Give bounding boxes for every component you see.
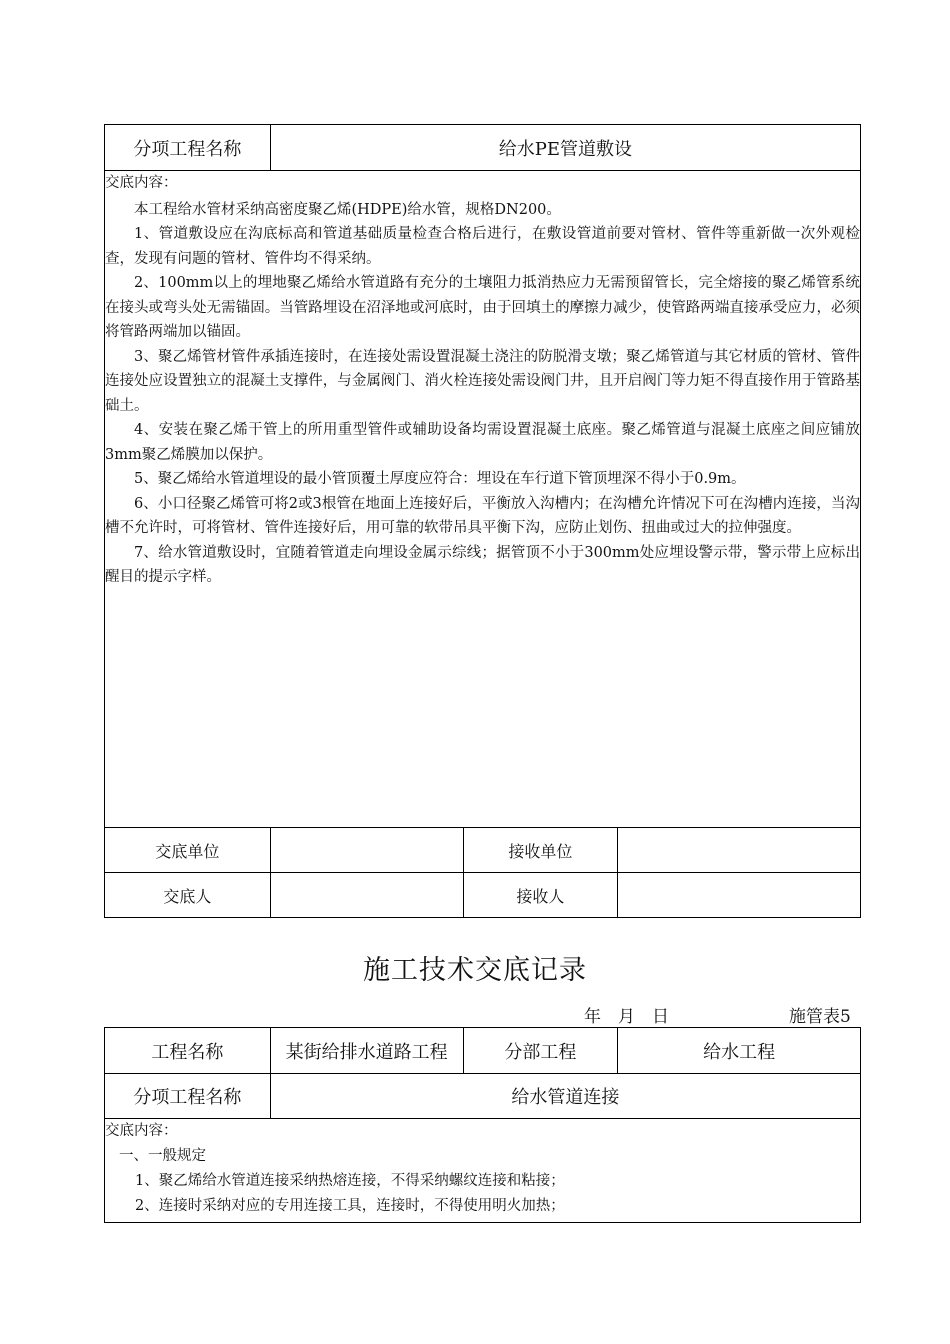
content-line: 2、连接时采纳对应的专用连接工具，连接时，不得使用明火加热； xyxy=(135,1198,565,1214)
handover-unit-value[interactable] xyxy=(270,828,463,873)
content-label: 交底内容： xyxy=(105,1123,178,1139)
receiver-value[interactable] xyxy=(618,873,861,918)
content-paragraph: 4、安装在聚乙烯干管上的所用重型管件或辅助设备均需设置混凝土底座。聚乙烯管道与混凝土底座之间应铺放3mm聚乙烯膜加以保护。 xyxy=(105,422,860,463)
project-value: 某街给排水道路工程 xyxy=(270,1028,463,1074)
date-label: 年 月 日 xyxy=(584,1007,669,1027)
subproject-label: 分项工程名称 xyxy=(105,125,271,171)
handover-content xyxy=(105,171,861,828)
page-title: 施工技术交底记录 xyxy=(363,955,587,986)
content-line: 一、一般规定 xyxy=(119,1148,206,1164)
handover-person-label: 交底人 xyxy=(105,873,271,918)
handover-content xyxy=(105,1119,861,1223)
receiver-label: 接收人 xyxy=(463,873,618,918)
division-label: 分部工程 xyxy=(463,1028,618,1074)
content-paragraph: 1、管道敷设应在沟底标高和管道基础质量检查合格后进行，在敷设管道前要对管材、管件等重新做一次外观检查，发现有问题的管材、管件均不得采纳。 xyxy=(105,226,860,267)
content-line: 1、聚乙烯给水管道连接采纳热熔连接，不得采纳螺纹连接和粘接； xyxy=(135,1173,565,1189)
receive-unit-label: 接收单位 xyxy=(463,828,618,873)
content-paragraph: 3、聚乙烯管材管件承插连接时，在连接处需设置混凝土浇注的防脱滑支墩；聚乙烯管道与其它材质的管材、管件连接处应设置独立的混凝土支撑件，与金属阀门、消火栓连接处需设阀门井，且开启阀门等力矩不得直接作用于管路基础土。 xyxy=(105,348,860,414)
content-label: 交底内容： xyxy=(105,175,178,191)
division-value: 给水工程 xyxy=(618,1028,861,1074)
content-paragraph: 本工程给水管材采纳高密度聚乙烯(HDPE)给水管，规格DN200。 xyxy=(134,201,561,218)
receive-unit-value[interactable] xyxy=(618,828,861,873)
subproject-value: 给水PE管道敷设 xyxy=(270,125,860,171)
handover-unit-label: 交底单位 xyxy=(105,828,271,873)
handover-table-2 xyxy=(104,1027,861,1223)
handover-table-1 xyxy=(104,124,861,918)
content-paragraph: 2、100mm以上的埋地聚乙烯给水管道路有充分的土壤阻力抵消热应力无需预留管长，完全熔接的聚乙烯管系统在接头或弯头处无需锚固。当管路埋设在沼泽地或河底时，由于回填土的摩擦力减少，使管路两端直接承受应力，必须将管路两端加以锚固。 xyxy=(105,275,860,340)
subproject-label: 分项工程名称 xyxy=(105,1074,271,1119)
project-label: 工程名称 xyxy=(105,1028,271,1074)
handover-person-value[interactable] xyxy=(270,873,463,918)
content-paragraph: 5、聚乙烯给水管道埋设的最小管顶覆土厚度应符合：埋设在车行道下管顶埋深不得小于0.9m。 xyxy=(134,471,746,487)
subproject-value: 给水管道连接 xyxy=(270,1074,860,1119)
content-paragraph: 6、小口径聚乙烯管可将2或3根管在地面上连接好后，平衡放入沟槽内；在沟槽允许情况下可在沟槽内连接，当沟槽不允许时，可将管材、管件连接好后，用可靠的软带吊具平衡下沟，应防止划伤、扭曲或过大的拉伸强度。 xyxy=(105,495,860,536)
content-paragraph: 7、给水管道敷设时，宜随着管道走向埋设金属示综线；据管顶不小于300mm处应埋设警示带，警示带上应标出醒目的提示字样。 xyxy=(105,544,860,585)
form-code: 施管表5 xyxy=(789,1007,851,1027)
